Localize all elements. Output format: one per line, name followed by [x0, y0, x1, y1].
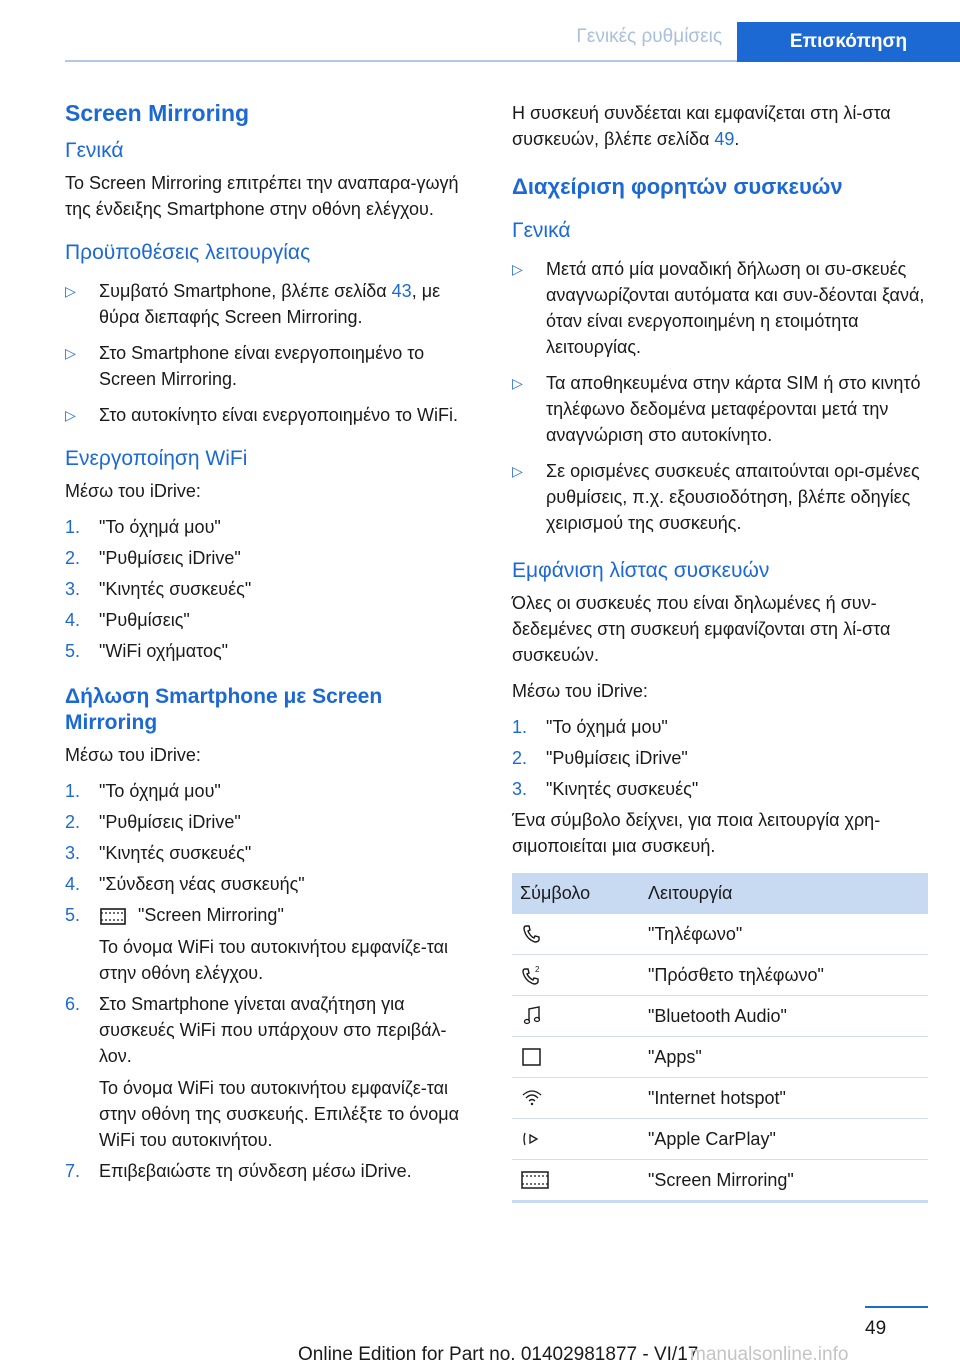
step-text: "Ρυθμίσεις"	[99, 610, 190, 630]
left-column	[65, 100, 477, 1198]
symbol-explanation-text: Ένα σύμβολο δείχνει, για ποια λειτουργία χρη-σιμοποιείται μια συσκευή.	[512, 810, 881, 856]
list-item-text: Σε ορισμένες συσκευές απαιτούνται ορι-σμένες ρυθμίσεις, π.χ. εξουσιοδότηση, βλέπε οδηγίες χειρισμού της συσκευής.	[546, 461, 920, 533]
step-number: 7.	[65, 1161, 81, 1181]
list-item	[65, 1158, 477, 1184]
table-cell-symbol	[512, 914, 640, 955]
table-row	[512, 1160, 928, 1202]
step-text: "Κινητές συσκευές"	[99, 579, 252, 599]
page-link[interactable]: 49	[714, 129, 735, 149]
via-idrive-text: Μέσω του iDrive:	[65, 481, 201, 501]
list-item	[512, 776, 928, 802]
table-cell-symbol	[512, 1119, 640, 1160]
table-cell-symbol	[512, 1037, 640, 1078]
list-item	[512, 256, 928, 360]
general-heading: Γενικά	[65, 139, 124, 162]
mobile-devices-title: Διαχείριση φορητών συσκευών	[512, 174, 843, 199]
step-text: "WiFi οχήματος"	[99, 641, 229, 661]
table-cell-symbol	[512, 996, 640, 1037]
page-header	[0, 0, 960, 62]
table-row	[512, 1119, 928, 1160]
step-text: "Ρυθμίσεις iDrive"	[546, 748, 688, 768]
table-cell-function: "Apps"	[640, 1037, 928, 1078]
step-text: "Το όχημά μου"	[99, 517, 221, 537]
header-active-tab: Επισκόπηση	[737, 22, 960, 62]
step-text: Επιβεβαιώστε τη σύνδεση μέσω iDrive.	[99, 1161, 412, 1181]
step-number: 5.	[65, 905, 81, 925]
via-idrive-text: Μέσω του iDrive:	[65, 745, 201, 765]
table-cell-symbol	[512, 1160, 640, 1202]
table-cell-function: "Apple CarPlay"	[640, 1119, 928, 1160]
step-number: 4.	[65, 610, 81, 630]
register-steps	[65, 778, 477, 1184]
prerequisites-list	[65, 278, 477, 428]
step-number: 6.	[65, 994, 81, 1014]
step-text: "Σύνδεση νέας συσκευής"	[99, 874, 305, 894]
arrow-bullet-icon: ▷	[65, 407, 76, 423]
list-item	[65, 402, 477, 428]
device-list-steps	[512, 714, 928, 802]
table-row	[512, 1078, 928, 1119]
footer-rule	[865, 1306, 928, 1308]
via-idrive-text: Μέσω του iDrive:	[512, 681, 648, 701]
list-item	[512, 370, 928, 448]
arrow-bullet-icon: ▷	[512, 463, 523, 479]
arrow-bullet-icon: ▷	[512, 375, 523, 391]
step-text: "Ρυθμίσεις iDrive"	[99, 812, 241, 832]
music-note-icon	[520, 1005, 544, 1027]
table-cell-function: "Screen Mirroring"	[640, 1160, 928, 1202]
table-row	[512, 914, 928, 955]
step-number: 1.	[65, 517, 81, 537]
edition-text: Online Edition for Part no. 01402981877 - VI/17	[298, 1344, 699, 1365]
general-list	[512, 256, 928, 536]
svg-text:2: 2	[535, 965, 540, 975]
table-cell-function: "Τηλέφωνο"	[640, 914, 928, 955]
register-smartphone-heading: Δήλωση Smartphone με Screen Mirroring	[65, 685, 383, 734]
list-item	[65, 638, 477, 664]
step-number: 4.	[65, 874, 81, 894]
table-row	[512, 1037, 928, 1078]
symbol-table	[512, 873, 928, 1203]
step-text: Στο Smartphone γίνεται αναζήτηση για συσκευές WiFi που υπάρχουν στο περιβάλ-λον.	[99, 994, 447, 1066]
wifi-steps	[65, 514, 477, 664]
list-item	[65, 840, 477, 866]
table-cell-symbol	[512, 1078, 640, 1119]
wifi-activation-heading: Ενεργοποίηση WiFi	[65, 447, 248, 470]
phone-icon	[520, 923, 544, 945]
prerequisites-heading: Προϋποθέσεις λειτουργίας	[65, 241, 311, 264]
step-number: 1.	[512, 717, 528, 737]
watermark: manualsonline.info	[690, 1344, 849, 1365]
phone-2-icon	[520, 964, 544, 986]
list-item	[512, 714, 928, 740]
table-row	[512, 955, 928, 996]
step-number: 3.	[512, 779, 528, 799]
screen-mirroring-icon	[520, 1169, 550, 1191]
step-text: "Screen Mirroring"	[138, 905, 284, 925]
device-list-text: Όλες οι συσκευές που είναι δηλωμένες ή συν-δεδεμένες στη συσκευή εμφανίζονται στη λί-στα συσκευών.	[512, 593, 891, 665]
list-item	[65, 340, 477, 392]
intro-text	[512, 100, 928, 152]
list-item	[65, 902, 477, 986]
list-item-text: , με θύρα διεπαφής Screen Mirroring.	[99, 281, 441, 327]
table-row	[512, 996, 928, 1037]
list-item	[65, 576, 477, 602]
page-link[interactable]: 43	[391, 281, 412, 301]
right-column	[512, 100, 928, 1203]
table-cell-function: "Πρόσθετο τηλέφωνο"	[640, 955, 928, 996]
arrow-bullet-icon: ▷	[512, 261, 523, 277]
table-cell-symbol	[512, 955, 640, 996]
page-number: 49	[865, 1318, 887, 1339]
list-item	[65, 778, 477, 804]
screen-mirroring-icon	[99, 906, 127, 926]
list-item-text: Τα αποθηκευμένα στην κάρτα SIM ή στο κινητό τηλέφωνο δεδομένα μεταφέρονται μετά την αναγνώριση στο αυτοκίνητο.	[546, 373, 921, 445]
step-text: "Ρυθμίσεις iDrive"	[99, 548, 241, 568]
step-number: 1.	[65, 781, 81, 801]
step-number: 3.	[65, 843, 81, 863]
apps-square-icon	[520, 1046, 544, 1068]
list-item	[65, 514, 477, 540]
step-note: Το όνομα WiFi του αυτοκινήτου εμφανίζε-ται στην οθόνη της συσκευής. Επιλέξτε το όνομα WiFi του αυτοκινήτου.	[99, 1078, 459, 1150]
step-number: 2.	[65, 812, 81, 832]
list-item-text: Στο αυτοκίνητο είναι ενεργοποιημένο το WiFi.	[99, 405, 459, 425]
header-section-title: Γενικές ρυθμίσεις	[576, 26, 722, 47]
step-note: Το όνομα WiFi του αυτοκινήτου εμφανίζε-ται στην οθόνη ελέγχου.	[99, 937, 449, 983]
table-cell-function: "Bluetooth Audio"	[640, 996, 928, 1037]
list-item-text: Μετά από μία μοναδική δήλωση οι συ-σκευές αναγνωρίζονται αυτόματα και συν-δέονται ξανά, όταν είναι ενεργοποιημένη η ετοιμότητα λειτουργίας.	[546, 259, 925, 357]
step-text: "Το όχημά μου"	[99, 781, 221, 801]
table-header-row	[512, 873, 928, 914]
screen-mirroring-title: Screen Mirroring	[65, 100, 250, 126]
arrow-bullet-icon: ▷	[65, 283, 76, 299]
arrow-bullet-icon: ▷	[65, 345, 76, 361]
device-list-heading: Εμφάνιση λίστας συσκευών	[512, 559, 770, 582]
list-item	[512, 458, 928, 536]
general-text: Το Screen Mirroring επιτρέπει την αναπαρα-γωγή της ένδειξης Smartphone στην οθόνη ελέγχου.	[65, 173, 459, 219]
step-number: 5.	[65, 641, 81, 661]
step-text: "Κινητές συσκευές"	[546, 779, 699, 799]
carplay-icon	[520, 1128, 544, 1150]
intro-text-part: .	[734, 129, 740, 149]
list-item	[65, 545, 477, 571]
intro-text-part: Η συσκευή συνδέεται και εμφανίζεται στη λί-στα συσκευών, βλέπε σελίδα	[512, 103, 891, 149]
list-item-text: Στο Smartphone είναι ενεργοποιημένο το Screen Mirroring.	[99, 343, 425, 389]
table-header-symbol: Σύμβολο	[512, 873, 640, 914]
step-number: 2.	[512, 748, 528, 768]
wifi-hotspot-icon	[520, 1087, 544, 1109]
list-item	[65, 278, 477, 330]
list-item	[512, 745, 928, 771]
list-item	[65, 607, 477, 633]
header-rule	[65, 60, 737, 62]
list-item	[65, 991, 477, 1153]
table-header-function: Λειτουργία	[640, 873, 928, 914]
list-item	[65, 871, 477, 897]
list-item	[65, 809, 477, 835]
step-text: "Το όχημά μου"	[546, 717, 668, 737]
step-number: 2.	[65, 548, 81, 568]
general-heading: Γενικά	[512, 219, 571, 242]
list-item-text: Συμβατό Smartphone, βλέπε σελίδα	[99, 281, 392, 301]
step-number: 3.	[65, 579, 81, 599]
step-text: "Κινητές συσκευές"	[99, 843, 252, 863]
table-cell-function: "Internet hotspot"	[640, 1078, 928, 1119]
